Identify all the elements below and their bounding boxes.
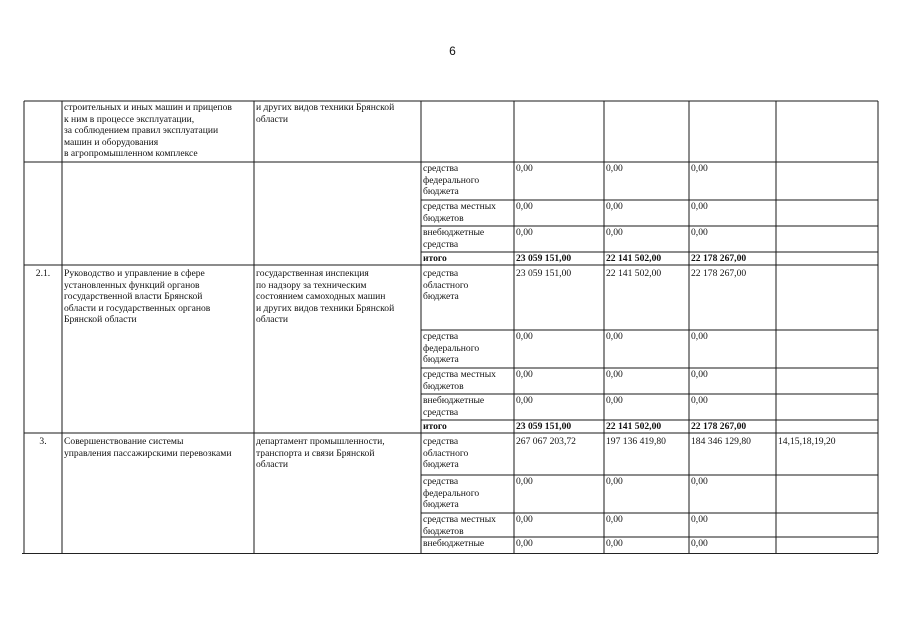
row-3-source-local: средства местных бюджетов [423, 514, 496, 537]
carryover-executor: и других видов техники Брянской области [256, 102, 395, 125]
row-3-extrabudget-2020: 0,00 [606, 538, 623, 549]
row-2-1-total-2021: 22 178 267,00 [691, 421, 747, 432]
row-2-1-total-2019: 23 059 151,00 [516, 421, 572, 432]
row-2-1-extrabudget-2021: 0,00 [691, 395, 708, 406]
carryover-federal-2021: 0,00 [691, 163, 708, 174]
row-3-indicators: 14,15,18,19,20 [778, 436, 836, 447]
row-3-number: 3. [39, 436, 47, 447]
row-2-1-extrabudget-2019: 0,00 [516, 395, 533, 406]
carryover-total-2019: 23 059 151,00 [516, 253, 572, 264]
row-2-1-total-label: итого [423, 421, 447, 432]
row-2-1-local-2019: 0,00 [516, 369, 533, 380]
carryover-source-federal: средства федерального бюджета [423, 163, 480, 198]
carryover-name: строительных и иных машин и прицепов к ним в процессе эксплуатации, за соблюдением правил эксплуатации машин и оборудования в агропромышленном комплексе [64, 102, 232, 160]
row-2-1-number: 2.1. [35, 268, 51, 279]
row-3-federal-2019: 0,00 [516, 476, 533, 487]
carryover-federal-2020: 0,00 [606, 163, 623, 174]
carryover-federal-2019: 0,00 [516, 163, 533, 174]
row-3-extrabudget-2019: 0,00 [516, 538, 533, 549]
carryover-source-local: средства местных бюджетов [423, 201, 496, 224]
row-2-1-name: Руководство и управление в сфере установленных функций органов государственной власти Брянской области и государственных органов Брянской области [64, 268, 211, 326]
carryover-total-label: итого [423, 253, 447, 264]
row-2-1-federal-2019: 0,00 [516, 331, 533, 342]
carryover-extrabudget-2019: 0,00 [516, 227, 533, 238]
carryover-local-2020: 0,00 [606, 201, 623, 212]
row-3-local-2021: 0,00 [691, 514, 708, 525]
row-2-1-executor: государственная инспекция по надзору за техническим состоянием самоходных машин и других видов техники Брянской области [256, 268, 395, 326]
row-3-source-regional: средства областного бюджета [423, 436, 469, 471]
row-3-local-2020: 0,00 [606, 514, 623, 525]
carryover-extrabudget-2021: 0,00 [691, 227, 708, 238]
row-3-federal-2020: 0,00 [606, 476, 623, 487]
row-3-local-2019: 0,00 [516, 514, 533, 525]
row-2-1-total-2020: 22 141 502,00 [606, 421, 662, 432]
row-3-regional-2021: 184 346 129,80 [691, 436, 751, 447]
carryover-local-2019: 0,00 [516, 201, 533, 212]
carryover-local-2021: 0,00 [691, 201, 708, 212]
row-3-source-federal: средства федерального бюджета [423, 476, 480, 511]
row-2-1-extrabudget-2020: 0,00 [606, 395, 623, 406]
row-3-executor: департамент промышленности, транспорта и связи Брянской области [256, 436, 385, 471]
row-3-source-extrabudget: внебюджетные [423, 538, 485, 549]
page-bottom-rule [22, 553, 878, 554]
row-2-1-federal-2020: 0,00 [606, 331, 623, 342]
row-3-extrabudget-2021: 0,00 [691, 538, 708, 549]
row-2-1-source-regional: средства областного бюджета [423, 268, 469, 303]
carryover-total-2021: 22 178 267,00 [691, 253, 747, 264]
carryover-source-extrabudget: внебюджетные средства [423, 227, 485, 250]
row-3-name: Совершенствование системы управления пассажирскими перевозками [64, 436, 232, 459]
page-number: 6 [449, 44, 456, 58]
row-2-1-source-extrabudget: внебюджетные средства [423, 395, 485, 418]
row-2-1-federal-2021: 0,00 [691, 331, 708, 342]
row-3-federal-2021: 0,00 [691, 476, 708, 487]
row-2-1-local-2020: 0,00 [606, 369, 623, 380]
row-2-1-regional-2019: 23 059 151,00 [516, 268, 572, 279]
row-2-1-source-federal: средства федерального бюджета [423, 331, 480, 366]
row-2-1-local-2021: 0,00 [691, 369, 708, 380]
row-3-regional-2020: 197 136 419,80 [606, 436, 666, 447]
carryover-total-2020: 22 141 502,00 [606, 253, 662, 264]
row-2-1-regional-2021: 22 178 267,00 [691, 268, 747, 279]
carryover-extrabudget-2020: 0,00 [606, 227, 623, 238]
row-2-1-source-local: средства местных бюджетов [423, 369, 496, 392]
row-3-regional-2019: 267 067 203,72 [516, 436, 576, 447]
row-2-1-regional-2020: 22 141 502,00 [606, 268, 662, 279]
